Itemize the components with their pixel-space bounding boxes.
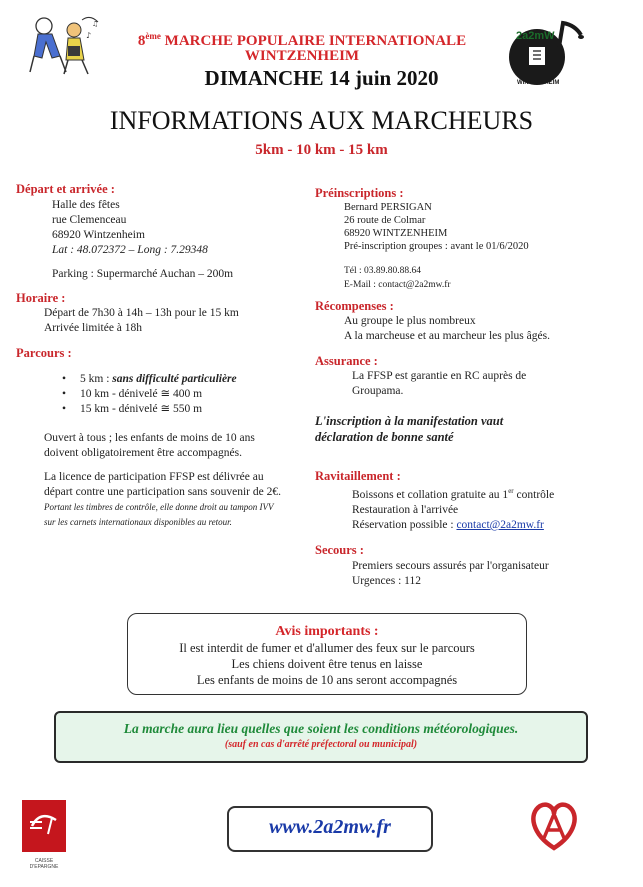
svg-text:2a2mW: 2a2mW (516, 30, 555, 42)
depart-heading: Départ et arrivée : (16, 182, 115, 196)
preinscriptions-details: Bernard PERSIGAN 26 route de Colmar 68920 WINTZENHEIM Pré-inscription groupes : avant le 01/6/2020 (344, 202, 529, 252)
avis-importants-box (127, 613, 527, 695)
event-date: DIMANCHE 14 juin 2020 (204, 66, 439, 90)
assurance-text: La FFSP est garantie en RC auprès de Groupama. (352, 370, 527, 397)
horaire-heading: Horaire : (16, 291, 66, 305)
contact-tel: Tél : 03.89.80.88.64 (344, 266, 422, 276)
weather-notice-box (54, 711, 588, 763)
list-item: • 15 km - dénivelé ≅ 550 m (58, 402, 278, 417)
svg-text:WINTZENHEIM: WINTZENHEIM (517, 80, 560, 86)
ravitaillement-heading: Ravitaillement : (315, 469, 401, 483)
header-title-line1: 8ème MARCHE POPULAIRE INTERNATIONALE (137, 31, 467, 49)
recompenses-heading: Récompenses : (315, 299, 394, 313)
svg-text:♫: ♫ (92, 20, 99, 28)
list-item: • 5 km : sans difficulté particulière (58, 372, 278, 387)
assurance-heading: Assurance : (315, 354, 378, 368)
bank-logo-text: CAISSE D'EPARGNE (29, 858, 59, 870)
website-link-box[interactable] (227, 806, 433, 852)
svg-text:♪: ♪ (86, 31, 92, 40)
depart-coordinates: Lat : 48.072372 – Long : 7.29348 (52, 244, 208, 256)
contact-email-link[interactable]: contact@2a2mw.fr (456, 518, 544, 531)
contact-email: E-Mail : contact@2a2mw.fr (344, 280, 451, 290)
weather-notice-sub: (sauf en cas d'arrêté préfectoral ou municipal) (224, 739, 418, 750)
header-title-line2: WINTZENHEIM (244, 48, 360, 64)
secours-heading: Secours : (315, 543, 364, 557)
page-title: INFORMATIONS AUX MARCHEURS (109, 106, 534, 135)
avis-line: Les enfants de moins de 10 ans seront accompagnés (196, 673, 458, 687)
open-to-all-text: Ouvert à tous ; les enfants de moins de 10 ans doivent obligatoirement être accompagnés. (44, 432, 255, 459)
parcours-list (58, 372, 278, 417)
list-item: • 10 km - dénivelé ≅ 400 m (58, 387, 278, 402)
inscription-notice: L'inscription à la manifestation vaut déclaration de bonne santé (315, 414, 504, 444)
parcours-heading: Parcours : (16, 346, 72, 360)
depart-address: Halle des fêtes rue Clemenceau 68920 Wintzenheim Lat : 48.072372 – Long : 7.29348 (52, 199, 208, 256)
club-logo (505, 17, 585, 89)
avis-line: Les chiens doivent être tenus en laisse (231, 657, 423, 671)
licence-text: La licence de participation FFSP est délivrée au départ contre une participation sans souvenir de 2€. Portant les timbres de contrôle, elle donne droit au tampon IVV sur les carnets internationaux disponibles au retour. (44, 471, 281, 527)
avis-line: Il est interdit de fumer et d'allumer des feux sur le parcours (179, 641, 475, 655)
avis-heading: Avis importants : (275, 624, 379, 639)
horaire-text: Départ de 7h30 à 14h – 13h pour le 15 km Arrivée limitée à 18h (44, 307, 239, 334)
caisse-epargne-logo (22, 800, 66, 870)
distances-subtitle: 5km - 10 km - 15 km (255, 142, 388, 158)
recompenses-text: Au groupe le plus nombreux A la marcheuse et au marcheur les plus âgés. (344, 315, 550, 342)
ravitaillement-text: Boissons et collation gratuite au 1er contrôle Restauration à l'arrivée Réservation possible : contact@2a2mw.fr (352, 487, 555, 531)
website-link[interactable]: www.2a2mw.fr (269, 816, 391, 838)
weather-notice-main: La marche aura lieu quelles que soient les conditions météorologiques. (123, 721, 519, 736)
preinscriptions-heading: Préinscriptions : (315, 186, 404, 200)
alsace-logo (526, 800, 582, 852)
secours-text: Premiers secours assurés par l'organisateur Urgences : 112 (352, 560, 549, 587)
parking-text: Parking : Supermarché Auchan – 200m (52, 268, 234, 280)
